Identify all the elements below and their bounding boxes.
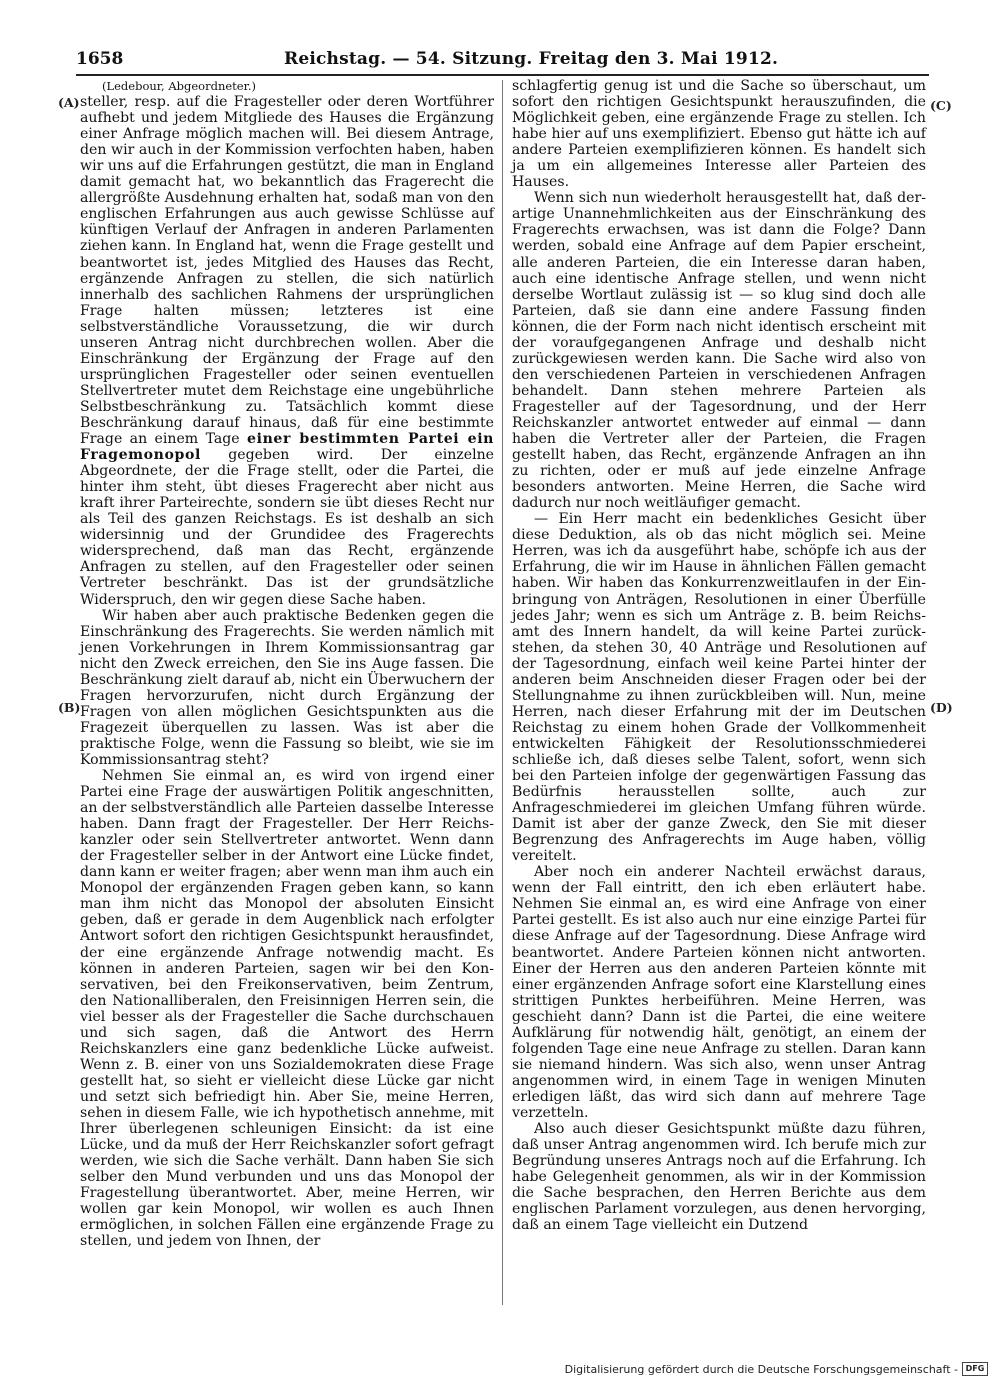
paragraph: Wir haben aber auch praktische Bedenken gegen die Einschränkung des Fragerechts. Sie werden nämlich mit jenen Vorkehrungen in Ihrem Kommissionsantrag gar nicht den Zweck erreichen, den Sie ins Auge fassen. Die Beschränkung zielt darauf ab, nicht ein Überwuchern der Fragen hervorzurufen, nicht durch Ergänzung der Fragen von allen möglichen Gesichtspunkten aus die Fragezeit überquellen zu lassen. Was ist aber die praktische Folge, wenn die Fassung so bleibt, wie sie im Kommissionsantrag steht? (80, 607, 494, 768)
dfg-logo-icon: DFG (962, 1362, 988, 1376)
footer-text: Digitalisierung gefördert durch die Deutsche Forschungsgemeinschaft - (564, 1362, 958, 1376)
right-column (512, 78, 926, 1233)
emphasis-text: einer bestimmten Partei ein Fragemonopol (80, 431, 495, 464)
paragraph: Nehmen Sie einmal an, es wird von irgend einer Partei eine Frage der auswärtigen Politik angeschnitten, an der selbstverständlich alle Parteien dasselbe Interesse haben. Dann fragt der Fragesteller. Der Herr Reichskanzler oder sein Stellvertreter antwortet. Wenn dann der Fragesteller selber in der Antwort eine Lücke findet, dann kann er weiter fragen; aber wenn man ihm auch ein Monopol der ergänzenden Fragen geben kann, so kann man ihm nicht das Monopol der absoluten Einsicht geben, daß er gerade in dem Augenblick nach erfolgter Antwort sofort den richtigen Gesichtspunkt herausfindet, der eine ergänzende Anfrage notwendig macht. Es können in anderen Parteien, sagen wir bei den Konservativen, bei den Freikonservativen, beim Zentrum, den Nationalliberalen, den Freisinnigen Herren sein, die viel besser als der Fragesteller die Sache durchschauen und sich sagen, daß die Antwort des Herrn Reichskanzlers eine ganz bedenkliche Lücke aufweist. Wenn z. B. einer von uns Sozialdemokraten diese Frage gestellt hat, so sieht er vielleicht diese Lücke gar nicht und setzt sich befriedigt hin. Aber Sie, meine Herren, sehen in diesem Falle, wie ich hypothetisch annehme, mit Ihrer überlegenen schleunigen Einsicht: da ist eine Lücke, und da muß der Herr Reichskanzler sofort gefragt werden, wie sich die Sache verhält. Dann haben Sie sich selber den Mund verbunden und uns das Monopol der Fragestellung überantwortet. Aber, meine Herren, wir wollen gar kein Monopol, wir wollen es auch Ihnen ermöglichen, in solchen Fällen eine ergänzende Frage zu stellen, und jedem von Ihnen, der (80, 768, 494, 1250)
left-column (80, 78, 494, 1249)
margin-mark-b: (B) (58, 700, 81, 715)
page-title: Reichstag. — 54. Sitzung. Freitag den 3. Mai 1912. (284, 49, 779, 69)
page-header (76, 48, 929, 76)
paragraph: Aber noch ein anderer Nachteil erwächst daraus, wenn der Fall eintritt, den ich eben erläutert habe. Nehmen Sie einmal an, es wird eine Anfrage von einer Partei gestellt. Es ist also auch nur eine einzige Partei für diese Anfrage auf der Tagesordnung. Diese Anfrage wird beantwortet. Andere Parteien können nicht antworten. Einer der Herren aus den anderen Parteien könnte mit einer ergänzenden Anfrage sofort eine Klarstellung eines strittigen Punktes herbeiführen. Meine Herren, was geschieht dann? Dann ist die Partei, die eine weitere Aufklärung für notwendig hält, genötigt, an einem der folgenden Tage eine neue Anfrage zu stellen. Daran kann sie niemand hindern. Was sich also, wenn unser Antrag angenommen wird, in einem Tage in wenigen Minuten erledigen läßt, das wird sich dann auf mehrere Tage verzetteln. (512, 864, 926, 1121)
margin-mark-c: (C) (930, 98, 952, 113)
paragraph: Also auch dieser Gesichtspunkt müßte dazu führen, daß unser Antrag angenommen wird. Ich berufe mich zur Begründung unseres Antrags noch auf die Erfahrung. Ich habe Gelegenheit genommen, als wir in der Kommission die Sache besprachen, den Herren Berichte aus dem englischen Parlament vorzulegen, aus denen hervorging, daß an einem Tage vielleicht ein Dutzend (512, 1121, 926, 1234)
margin-mark-d: (D) (930, 700, 953, 715)
paragraph: Wenn sich nun wiederholt herausgestellt hat, daß derartige Unannehmlichkeiten aus der Einschränkung des Fragerechts erwachsen, was ist dann die Folge? Dann werden, sobald eine Anfrage auf dem Papier erscheint, alle anderen Parteien, die ein Interesse daran haben, auch eine identische Anfrage stellen, und wenn nicht derselbe Wortlaut zulässig ist — so klug sind doch alle Parteien, daß sie dann eine andere Fassung finden können, die der Form nach nicht identisch erscheint mit der voraufgegangenen Anfrage und deshalb nicht zurückgewiesen werden kann. Die Sache wird also von den verschiedenen Parteien in verschiedenen Anfragen behandelt. Dann stehen mehrere Parteien als Fragesteller auf der Tagesordnung, und der Herr Reichskanzler antwortet entweder auf einmal — dann haben die Vertreter aller der Parteien, die Fragen gestellt haben, das Recht, ergänzende Anfragen an ihn zu richten, oder er muß auf jede einzelne Anfrage besonders antworten. Meine Herren, die Sache wird dadurch nur noch weitläufiger gemacht. (512, 190, 926, 512)
footer-credit (565, 1362, 988, 1376)
column-divider (502, 80, 503, 1305)
paragraph: steller, resp. auf die Fragesteller oder deren Wortführer aufhebt und jedem Mitgliede des Hauses die Ergänzung einer Anfrage möglich machen will. Bei diesem Antrage, den wir auch in der Kommission verfochten haben, haben wir uns auf die Erfahrungen gestützt, die man in England damit gemacht hat, wo bekanntlich das Fragerecht die allergrößte Ausdehnung erhalten hat, sodaß man von den englischen Erfahrungen aus auch gewisse Schlüsse auf künftigen Verlauf der Anfragen in anderen Parlamenten ziehen kann. In England hat, wenn die Frage gestellt und beantwortet ist, jedes Mitglied des Hauses das Recht, ergänzende Anfragen zu stellen, die sich natürlich innerhalb des sachlichen Rahmens der ursprünglichen Frage halten müssen; letzteres ist eine selbstverständliche Voraussetzung, die wir durch unseren Antrag nicht durchbrechen wollen. Aber die Einschränkung der Ergänzung der Frage auf den ursprünglichen Fragesteller oder seinen eventuellen Stellvertreter mutet dem Reichstage eine ungebührliche Selbstbeschränkung zu. Tatsächlich kommt diese Beschränkung darauf hinaus, daß für eine bestimmte Frage an einem Tage einer bestimmten Partei ein Fragemonopol gegeben wird. Der einzelne Abgeordnete, der die Frage stellt, oder die Partei, die hinter ihm steht, übt dieses Fragerecht aber nicht aus kraft ihrer Parteirechte, sondern sie übt dieses Recht nur als Teil des ganzen Reichstags. Es ist deshalb an sich widersinnig und der Grundidee des Fragerechts widersprechend, daß man das Recht, ergänzende Anfragen zu stellen, auf den Fragesteller oder seinen Vertreter beschränkt. Das ist der grundsätzliche Widerspruch, den wir gegen diese Sache haben. (80, 94, 495, 608)
margin-mark-a: (A) (58, 95, 80, 110)
page-number: 1658 (76, 49, 124, 69)
paragraph: schlagfertig genug ist und die Sache so überschaut, um sofort den richtigen Gesichtspunkt herauszufinden, die Möglichkeit geben, eine ergänzende Frage zu stellen. Ich habe hier auf uns exemplifiziert. Ebenso gut hätte ich auf andere Parteien exemplifizieren können. Es handelt sich ja um ein allgemeines Interesse aller Parteien des Hauses. (512, 78, 926, 191)
speaker-label: (Ledebour, Abgeordneter.) (102, 79, 256, 93)
paragraph: — Ein Herr macht ein bedenkliches Gesicht über diese Deduktion, als ob das nicht möglich sei. Meine Herren, was ich da ausgeführt habe, schöpfe ich aus der Erfahrung, die wir im Hause in ähnlichen Fällen gemacht haben. Wir haben das Konkurrenzweitlaufen in der Einbringung von Anträgen, Resolutionen in einer Überfülle jedes Jahr; wenn es sich um Anträge z. B. beim Reichsamt des Innern handelt, da will keine Partei zurückstehen, da stehen 30, 40 Anträge und Resolutionen auf der Tagesordnung, einfach weil keine Partei hinter der anderen beim Anschneiden dieser Fragen oder bei der Stellungnahme zu ihnen zurückbleiben will. Nun, meine Herren, nach dieser Erfahrung mit der im Deutschen Reichstag zu einem hohen Grade der Vollkommenheit entwickelten Fähigkeit der Resolutionsschmiederei schließe ich, daß dieses selbe Talent, sofort, wenn sich bei den Parteien infolge der gegenwärtigen Fassung das Bedürfnis herausstellen sollte, auch zur Anfrageschmiederei im gleichen Umfang führen würde. Damit ist aber der ganze Zweck, den Sie mit dieser Begrenzung des Anfragerechts im Auge haben, völlig vereitelt. (512, 511, 926, 865)
